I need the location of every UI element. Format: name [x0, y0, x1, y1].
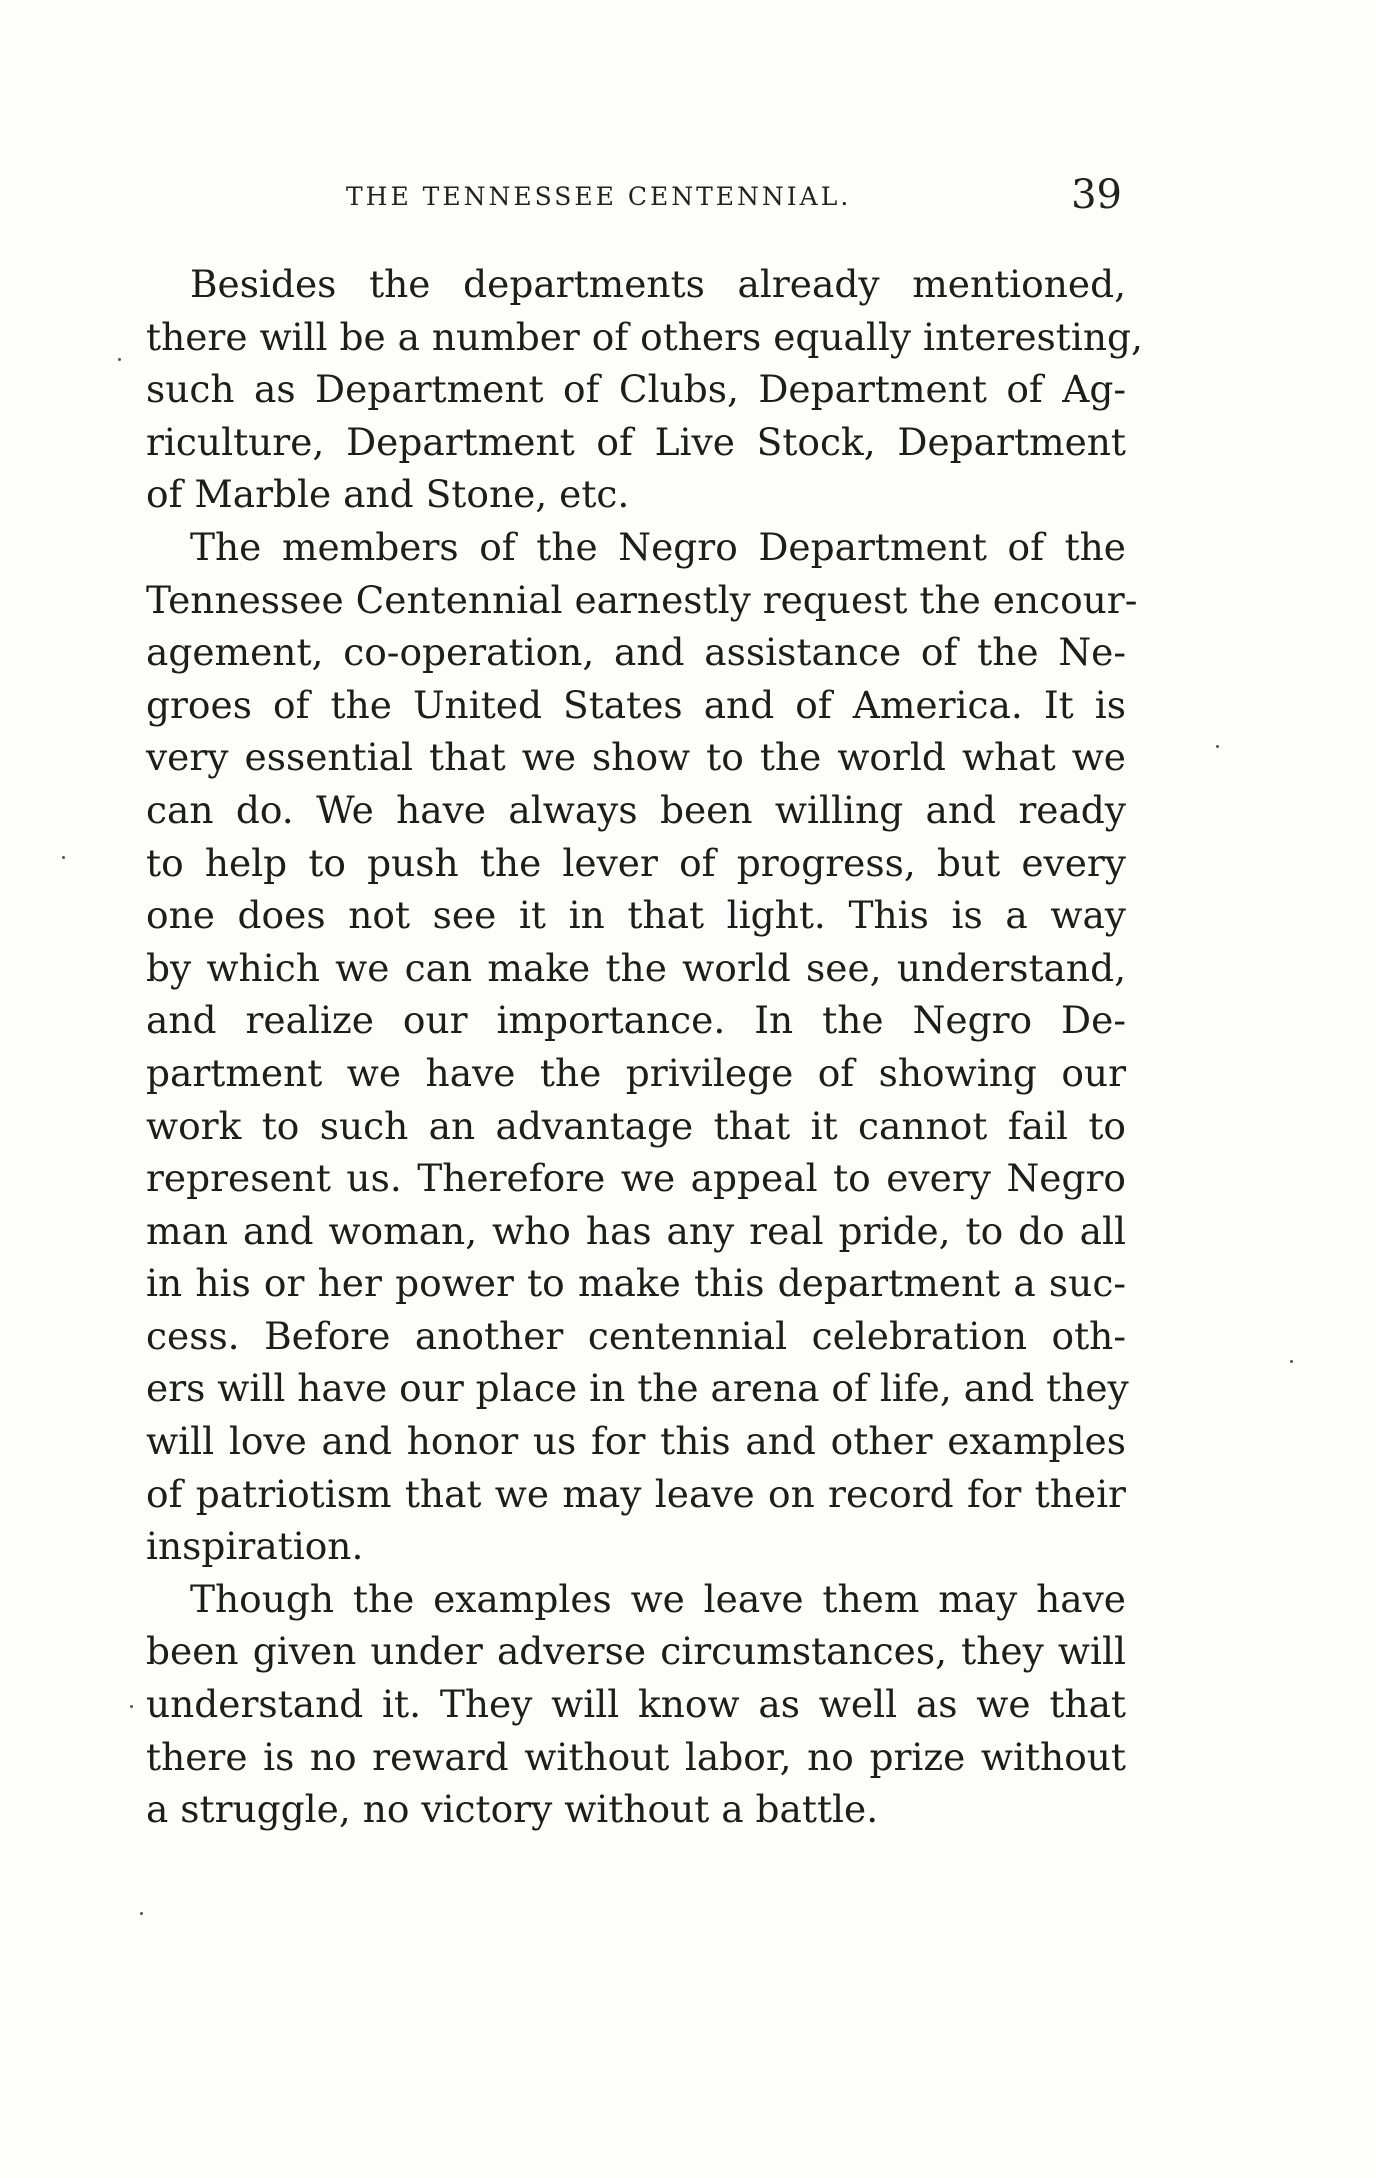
running-title: THE TENNESSEE CENTENNIAL.	[346, 182, 852, 211]
scan-speck	[1216, 745, 1219, 748]
paragraph-2	[146, 521, 1138, 1573]
text-line: one does not see it in that light. This is a way	[146, 893, 1126, 938]
text-line: by which we can make the world see, understand,	[146, 945, 1126, 990]
text-line: The members of the Negro Department of the	[190, 524, 1126, 569]
text-line: Besides the departments already mentioned,	[190, 262, 1126, 306]
paragraph-1	[146, 258, 1143, 521]
text-line: Though the examples we leave them may have	[190, 1576, 1126, 1621]
text-line: work to such an advantage that it cannot fail to	[146, 1103, 1126, 1148]
text-line: there is no reward without labor, no prize without	[146, 1734, 1126, 1779]
page-number: 39	[1071, 172, 1122, 218]
text-line: been given under adverse circumstances, they will	[146, 1629, 1126, 1674]
text-line: represent us. Therefore we appeal to every Negro	[146, 1156, 1126, 1201]
text-line: cess. Before another centennial celebration oth-	[146, 1313, 1126, 1358]
text-line: will love and honor us for this and other examples	[146, 1419, 1126, 1464]
text-line: groes of the United States and of America. It is	[146, 682, 1126, 727]
text-line: riculture, Department of Live Stock, Department	[146, 419, 1126, 464]
text-line: such as Department of Clubs, Department of Ag-	[146, 367, 1126, 412]
scan-speck	[1290, 1360, 1293, 1363]
scan-speck	[62, 856, 65, 859]
text-line: there will be a number of others equally interesting,	[146, 314, 1143, 359]
text-line: agement, co-operation, and assistance of the Ne-	[146, 630, 1126, 675]
text-line: ers will have our place in the arena of life, and they	[146, 1366, 1129, 1411]
text-line: in his or her power to make this department a suc-	[146, 1261, 1126, 1306]
scan-speck	[118, 358, 121, 361]
text-line: inspiration.	[146, 1524, 364, 1569]
text-line: of patriotism that we may leave on record for their	[146, 1471, 1126, 1516]
scan-speck	[140, 1912, 143, 1915]
text-line: understand it. They will know as well as we that	[146, 1682, 1126, 1727]
text-line: man and woman, who has any real pride, to do all	[146, 1208, 1126, 1253]
scan-speck	[130, 1705, 133, 1708]
paragraph-3	[146, 1573, 1126, 1836]
text-line: a struggle, no victory without a battle.	[146, 1787, 879, 1832]
text-line: and realize our importance. In the Negro De-	[146, 998, 1126, 1043]
text-line: Tennessee Centennial earnestly request the encour-	[146, 577, 1138, 622]
text-line: very essential that we show to the world what we	[146, 735, 1126, 780]
page-body	[146, 258, 1143, 1836]
text-line: can do. We have always been willing and ready	[146, 787, 1126, 832]
text-line: of Marble and Stone, etc.	[146, 472, 630, 517]
text-line: to help to push the lever of progress, but every	[146, 840, 1126, 885]
page-header	[146, 172, 1126, 238]
text-line: partment we have the privilege of showing our	[146, 1050, 1126, 1095]
